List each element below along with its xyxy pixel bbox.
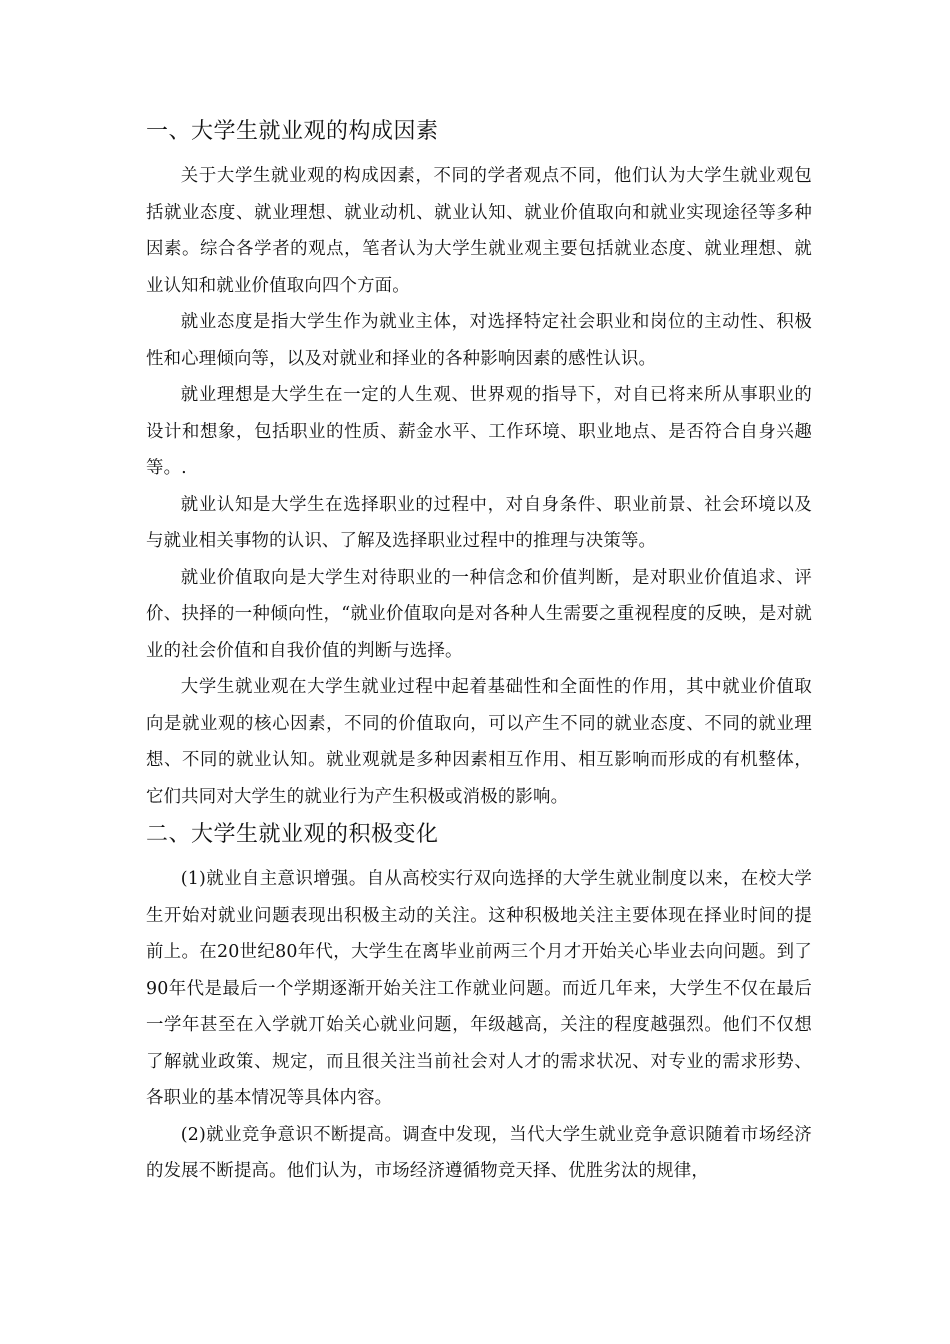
paragraph: 就业认知是大学生在选择职业的过程中，对自身条件、职业前景、社会环境以及与就业相关事物的认识、了解及选择职业过程中的推理与决策等。 bbox=[146, 494, 812, 551]
paragraph: 就业态度是指大学生作为就业主体，对选择特定社会职业和岗位的主动性、积极性和心理倾向等，以及对就业和择业的各种影响因素的感性认识。 bbox=[146, 312, 812, 369]
paragraph: (2)就业竞争意识不断提高。调查中发现，当代大学生就业竞争意识随着市场经济的发展不断提高。他们认为，市场经济遵循物竞天择、优胜劣汰的规律， bbox=[146, 1124, 812, 1181]
paragraph: 就业理想是大学生在一定的人生观、世界观的指导下，对自已将来所从事职业的设计和想象，包括职业的性质、薪金水平、工作环境、职业地点、是否符合自身兴趣等。. bbox=[146, 385, 812, 478]
paragraph: (1)就业自主意识增强。自从高校实行双向选择的大学生就业制度以来，在校大学生开始对就业问题表现出积极主动的关注。这种积极地关注主要体现在择业时间的提前上。在20世纪80年代，大学生在离毕业前两三个月才开始关心毕业去向问题。到了90年代是最后一个学期逐渐开始关注工作就业问题。而近几年来，大学生不仅在最后一学年甚至在入学就丌始关心就业问题，年级越高，关注的程度越强烈。他们不仅想了解就业政策、规定，而且很关注当前社会对人才的需求状况、对专业的需求形势、各职业的基本情况等具体内容。 bbox=[146, 869, 812, 1108]
section-heading-2: 二、大学生就业观的积极变化 bbox=[146, 822, 439, 847]
document-page bbox=[146, 112, 812, 1190]
paragraph: 关于大学生就业观的构成因素，不同的学者观点不同，他们认为大学生就业观包括就业态度、就业理想、就业动机、就业认知、就业价值取向和就业实现途径等多种因素。综合各学者的观点，笔者认为大学生就业观主要包括就业态度、就业理想、就业认知和就业价值取向四个方面。 bbox=[146, 166, 812, 296]
section-heading-1: 一、大学生就业观的构成因素 bbox=[146, 119, 439, 144]
paragraph: 大学生就业观在大学生就业过程中起着基础性和全面性的作用，其中就业价值取向是就业观的核心因素，不同的价值取向，可以产生不同的就业态度、不同的就业理想、不同的就业认知。就业观就是多种因素相互作用、相互影响而形成的有机整体，它们共同对大学生的就业行为产生积极或消极的影响。 bbox=[146, 677, 812, 807]
paragraph: 就业价值取向是大学生对待职业的一种信念和价值判断，是对职业价值追求、评价、抉择的一种倾向性，“就业价值取向是对各种人生需要之重视程度的反映，是对就业的社会价值和自我价值的判断与选择。 bbox=[146, 567, 812, 661]
